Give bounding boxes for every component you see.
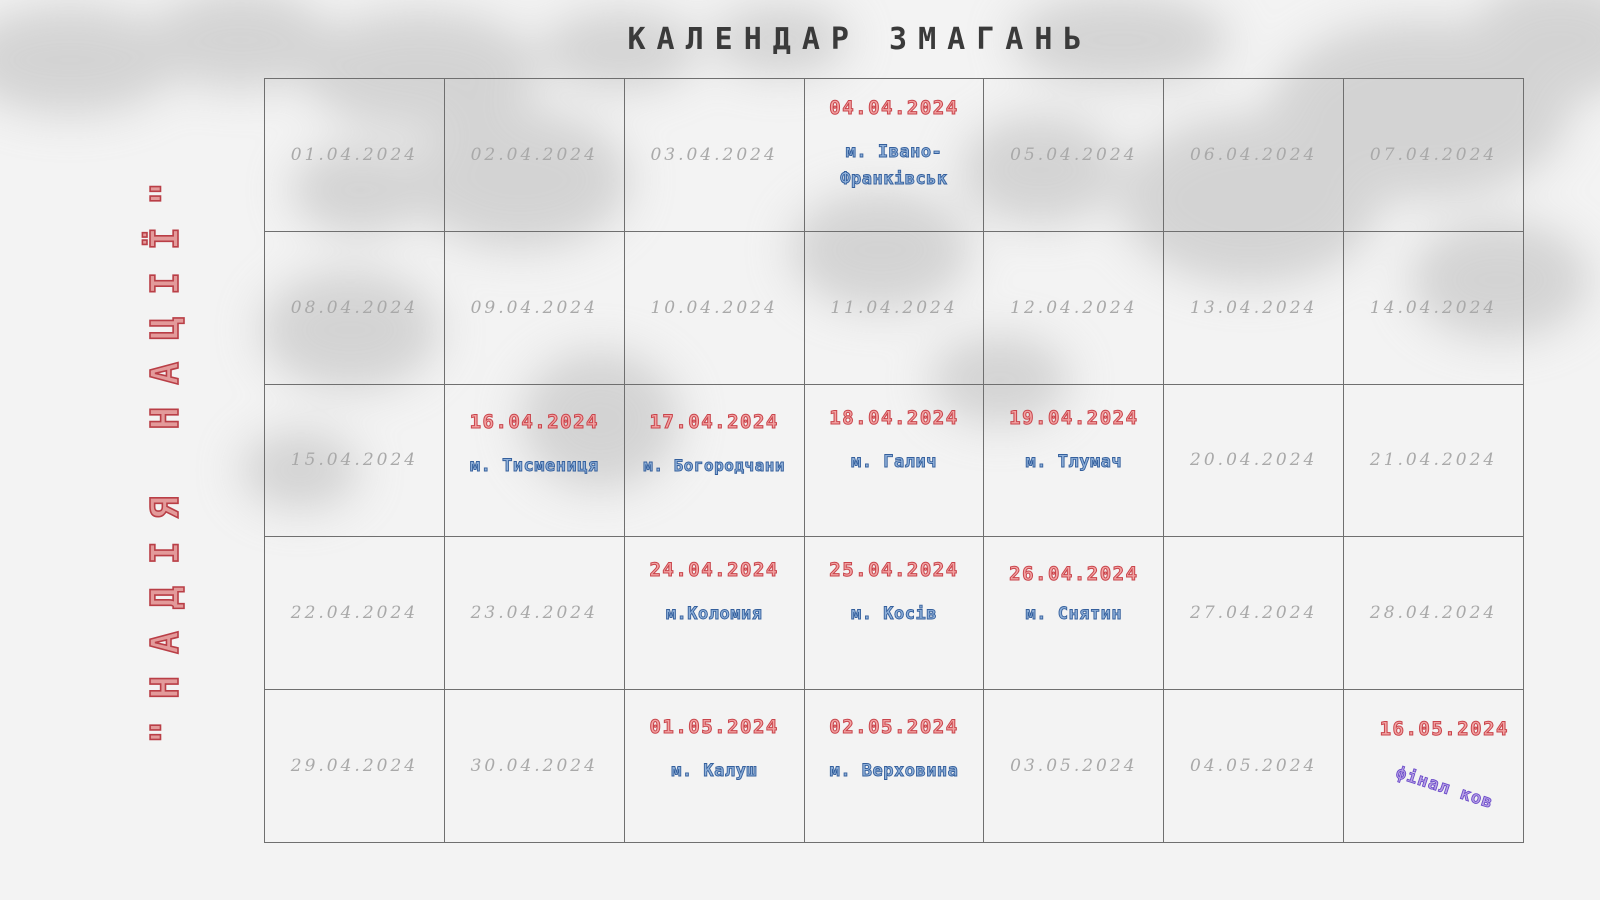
event-date: 25.04.2024 <box>829 559 959 582</box>
event-date: 16.04.2024 <box>469 410 599 433</box>
calendar-cell-event <box>984 537 1164 690</box>
calendar-cell <box>625 232 805 385</box>
event-city: м. Тисмениця <box>469 455 599 476</box>
date-label: 22.04.2024 <box>290 603 419 624</box>
calendar-cell <box>805 232 985 385</box>
calendar-cell <box>1164 232 1344 385</box>
calendar-cell <box>1164 385 1344 538</box>
date-label: 27.04.2024 <box>1190 603 1318 624</box>
date-label: 11.04.2024 <box>830 297 958 318</box>
date-label: 03.05.2024 <box>1010 756 1138 777</box>
calendar-cell <box>445 690 625 843</box>
date-label: 13.04.2024 <box>1190 297 1318 318</box>
date-label: 29.04.2024 <box>290 756 419 777</box>
date-label: 02.04.2024 <box>470 144 598 165</box>
calendar-cell-event <box>445 385 625 538</box>
date-label: 30.04.2024 <box>470 756 598 777</box>
calendar-cell <box>1164 537 1344 690</box>
final-label: фінал ков <box>1393 763 1496 814</box>
calendar-grid <box>264 78 1524 843</box>
event-date: 19.04.2024 <box>1009 406 1139 429</box>
event-date: 26.04.2024 <box>1009 563 1139 586</box>
calendar-cell <box>265 690 445 843</box>
event-date: 01.05.2024 <box>649 716 779 739</box>
calendar-cell <box>445 537 625 690</box>
calendar-cell <box>265 385 445 538</box>
date-label: 20.04.2024 <box>1190 450 1318 471</box>
date-label: 06.04.2024 <box>1190 144 1318 165</box>
date-label: 04.05.2024 <box>1190 756 1318 777</box>
event-city: м. Снятин <box>1025 604 1123 625</box>
calendar-cell <box>445 79 625 232</box>
event-city: м. Івано-Франківськ <box>840 142 948 190</box>
event-date: 24.04.2024 <box>649 559 779 582</box>
event-date: 18.04.2024 <box>829 406 959 429</box>
calendar-cell <box>1344 79 1524 232</box>
date-label: 23.04.2024 <box>470 603 598 624</box>
date-label: 05.04.2024 <box>1010 144 1138 165</box>
calendar-cell-event <box>805 537 985 690</box>
calendar-cell <box>1164 79 1344 232</box>
calendar-cell-event <box>625 537 805 690</box>
side-title: "НАДІЯ НАЦІЇ" <box>143 160 187 744</box>
calendar-cell <box>1344 385 1524 538</box>
event-date: 02.05.2024 <box>829 716 959 739</box>
calendar-cell-event <box>805 79 985 232</box>
date-label: 01.04.2024 <box>290 144 419 165</box>
calendar-cell-event <box>805 385 985 538</box>
calendar-cell-event <box>625 385 805 538</box>
date-label: 08.04.2024 <box>290 297 419 318</box>
date-label: 12.04.2024 <box>1010 297 1138 318</box>
calendar-cell <box>984 79 1164 232</box>
calendar-cell <box>265 537 445 690</box>
event-city: м. Косів <box>851 604 937 625</box>
calendar-cell <box>445 232 625 385</box>
calendar-cell-event <box>625 690 805 843</box>
event-city: м. Богородчани <box>643 455 786 475</box>
page-title: КАЛЕНДАР ЗМАГАНЬ <box>627 22 1093 57</box>
event-city: м. Галич <box>851 451 937 472</box>
calendar-cell <box>1344 232 1524 385</box>
date-label: 21.04.2024 <box>1369 450 1498 471</box>
event-date: 17.04.2024 <box>649 410 779 433</box>
date-label: 09.04.2024 <box>470 297 598 318</box>
calendar-cell-final <box>1344 690 1524 843</box>
calendar-cell <box>625 79 805 232</box>
calendar-cell <box>265 79 445 232</box>
event-city: м.Коломия <box>665 604 763 625</box>
event-city: м. Верховина <box>829 761 959 782</box>
calendar-cell-event <box>984 385 1164 538</box>
calendar-cell <box>984 232 1164 385</box>
event-city: м. Калуш <box>671 761 758 782</box>
event-city: м. Тлумач <box>1025 451 1123 472</box>
date-label: 28.04.2024 <box>1369 603 1498 624</box>
date-label: 03.04.2024 <box>650 144 778 165</box>
date-label: 15.04.2024 <box>290 450 419 471</box>
event-date: 04.04.2024 <box>829 97 959 119</box>
calendar-cell-event <box>805 690 985 843</box>
calendar-cell <box>984 690 1164 843</box>
calendar-cell <box>1164 690 1344 843</box>
final-event-date: 16.05.2024 <box>1379 718 1509 741</box>
calendar-cell <box>265 232 445 385</box>
date-label: 07.04.2024 <box>1369 144 1498 165</box>
date-label: 14.04.2024 <box>1369 297 1498 318</box>
date-label: 10.04.2024 <box>650 297 778 318</box>
calendar-cell <box>1344 537 1524 690</box>
